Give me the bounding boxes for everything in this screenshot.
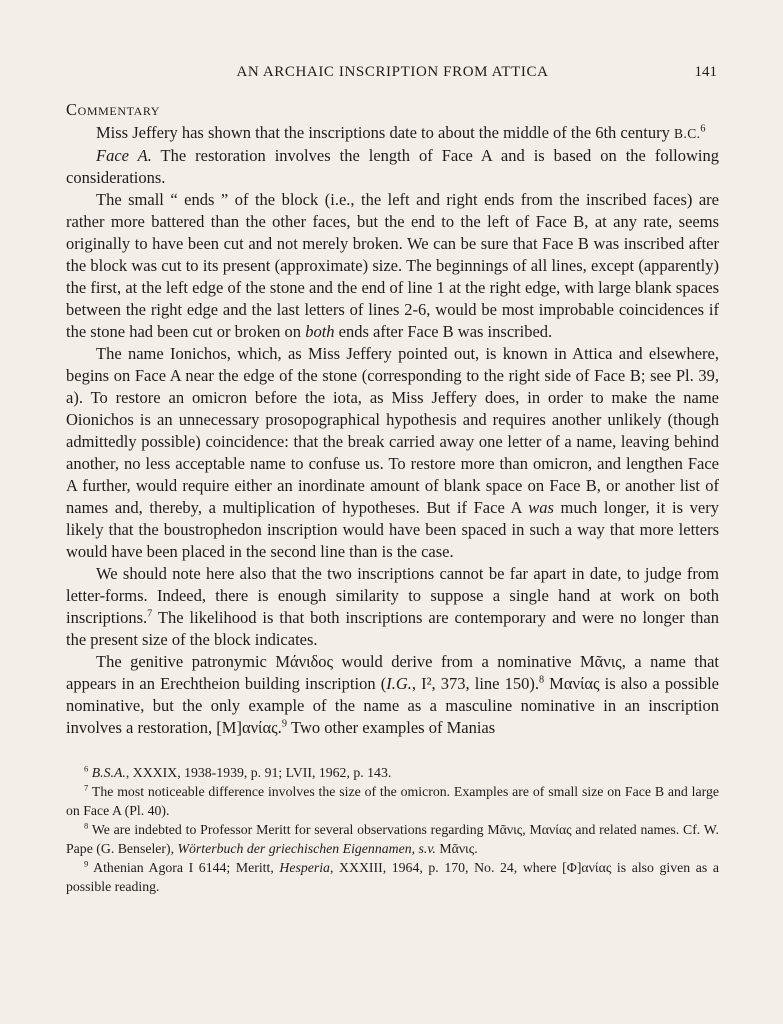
footnote-ref: 6 [700, 123, 706, 135]
footnote-ref: 8 [538, 674, 545, 686]
footnote: $^8$ We are indebted to Professor Meritt for several observations regarding Μᾶνις, Μανίας and related names. Cf. W. Pape (G. Benseler), Wörterbuch der griechischen Eigennamen, s.v. Μᾶνις. [66, 820, 719, 856]
footnote: $^7$ The most noticeable difference involves the size of the omicron. Examples are of small size on Face B and large on Face A (Pl. 40). [66, 782, 719, 818]
body-paragraphs [66, 122, 719, 739]
running-head [66, 64, 719, 86]
paragraph: The genitive patronymic Μάνιδος would derive from a nominative Μᾶνις, a name that appears in an Erechtheion building inscription (I.G., I², 373, line 150).$^8$ Μανίας is also a possible nominative, but the only example of the name as a masculine nominative in an inscription involves a restoration, [Μ]ανίας.$^9$ Two other examples of Manias [66, 652, 719, 737]
section-heading-commentary: Commentary [66, 100, 161, 119]
footnote: $^9$ Athenian Agora I 6144; Meritt, Hesperia, XXXIII, 1964, p. 170, No. 24, where [Φ]ανίας is also given as a possible reading. [66, 858, 719, 894]
paragraph: Miss Jeffery has shown that the inscriptions date to about the middle of the 6th century B.C.$^6$ [96, 123, 706, 142]
footnote-ref: 9 [281, 718, 287, 730]
footnote-ref: 7 [84, 782, 89, 793]
paragraph: The small “ ends ” of the block (i.e., the left and right ends from the inscribed faces) are rather more battered than the other faces, but the end to the left of Face B, at any rate, seems originally to have been cut and not merely broken. We can be sure that Face B was inscribed after the block was cut to its present (approximate) size. The beginnings of all lines, except (apparently) the first, at the left edge of the stone and the end of line 1 at the right edge, with large blank spaces between the right edge and the last letters of lines 2-6, would be most improbable coincidences if the stone had been cut or broken on both ends after Face B was inscribed. [66, 190, 719, 341]
page-title: AN ARCHAIC INSCRIPTION FROM ATTICA [236, 64, 549, 80]
paragraph: Face A. The restoration involves the length of Face A and is based on the following considerations. [66, 146, 720, 187]
paragraph: The name Ionichos, which, as Miss Jeffery pointed out, is known in Attica and elsewhere, begins on Face A near the edge of the stone (corresponding to the right side of Face B; see Pl. 39, a). To restore an omicron before the iota, as Miss Jeffery does, in order to make the name Oionichos is an unnecessary prosopographical hypothesis and requires another unlikely (though admittedly possible) coincidence: that the break carried away one letter of a name, leaving behind another, no less acceptable name to confuse us. To restore more than omicron, and lengthen Face A further, would require either an inordinate amount of blank space on Face B, or another list of names and, thereby, a multiplication of hypotheses. But if Face A was much longer, it is very likely that the boustrophedon inscription would have been spaced in such a way that more letters would have been placed in the second line than is the case. [66, 344, 719, 561]
page-number: 141 [694, 64, 717, 80]
footnotes-block [66, 763, 719, 896]
paragraph: We should note here also that the two inscriptions cannot be far apart in date, to judge from letter-forms. Indeed, there is enough similarity to suppose a single hand at work on both inscriptions.$^7$ The likelihood is that both inscriptions are contemporary and were no longer than the present size of the block indicates. [66, 564, 719, 649]
footnote: $^6$ B.S.A., XXXIX, 1938-1939, p. 91; LVII, 1962, p. 143. [84, 763, 392, 780]
footnote-ref: 7 [147, 608, 153, 620]
footnote-ref: 8 [84, 820, 89, 831]
footnote-ref: 9 [84, 858, 89, 869]
footnote-ref: 6 [84, 763, 89, 774]
